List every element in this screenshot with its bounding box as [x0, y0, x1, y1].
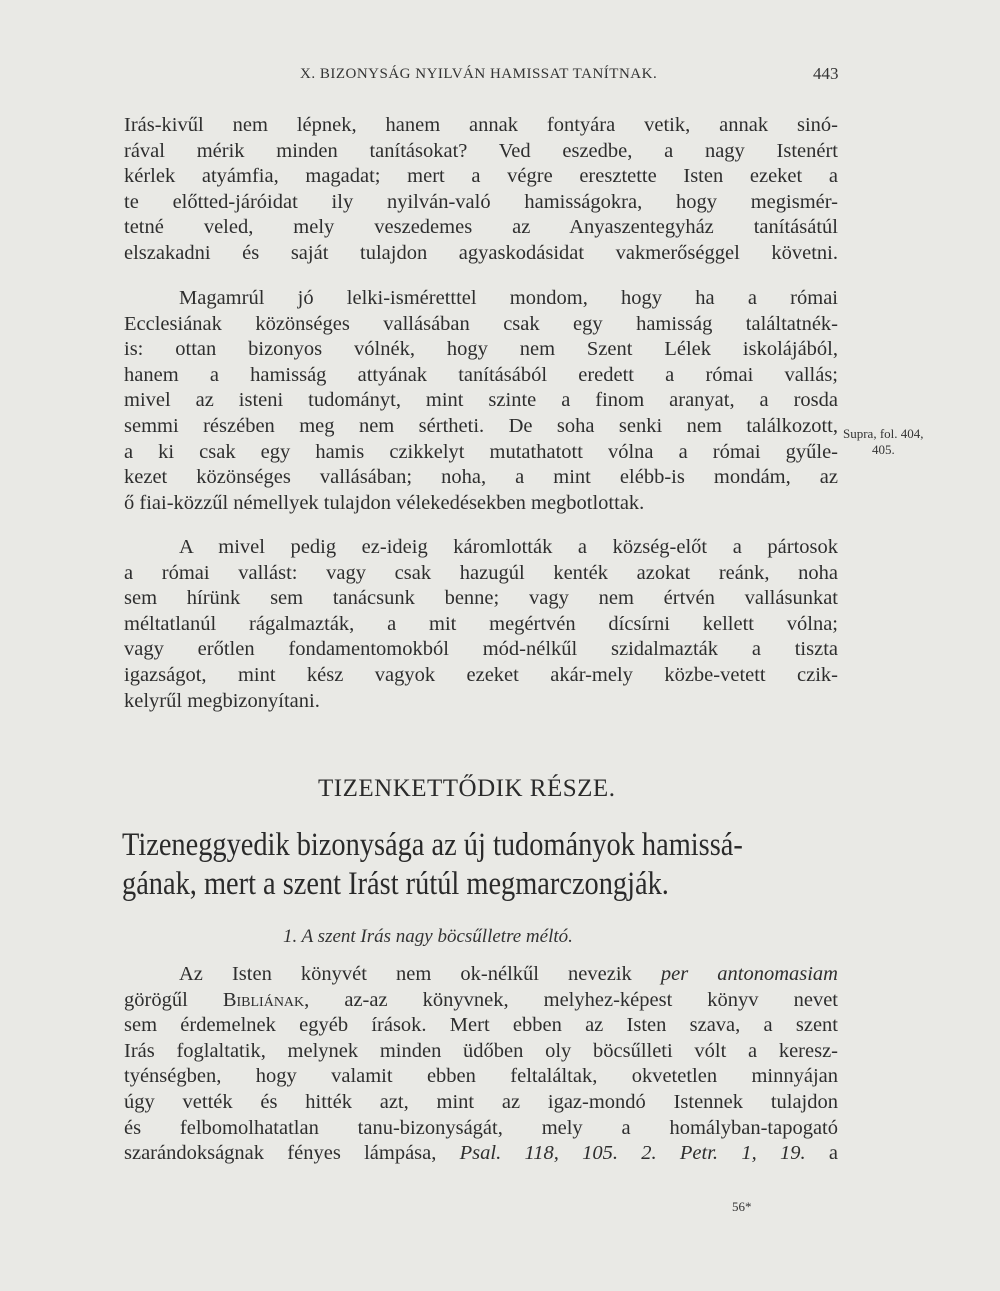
text-run: Az Isten könyvét nem ok-nélkűl nevezik — [179, 963, 661, 985]
text-line: a római vallást: vagy csak hazugúl kenték azokat reánk, noha — [124, 561, 838, 584]
text-line: tyénségben, hogy valamit ebben feltaláltak, okvetetlen minnyájan — [124, 1065, 838, 1088]
text-line — [124, 988, 838, 1014]
text-line — [124, 962, 838, 988]
margin-note: 405. — [872, 442, 895, 457]
subheading: 1. A szent Irás nagy böcsűlletre méltó. — [283, 926, 573, 947]
signature-mark: 56* — [732, 1199, 752, 1214]
text-line: tetné veled, mely veszedemes az Anyaszentegyház tanításátúl — [124, 216, 838, 239]
page-number: 443 — [813, 64, 839, 83]
text-line: Ecclesiának közönséges vallásában csak egy hamisság találtatnék- — [124, 312, 838, 335]
text-line: mivel az isteni tudományt, mint szinte a finom aranyat, a rosda — [124, 389, 838, 412]
text-line: te előtted-járóidat ily nyilván-való hamisságokra, hogy megismér- — [124, 190, 838, 213]
text-line: Irás foglaltatik, melynek minden üdőben oly böcsűlleti vólt a keresz- — [124, 1039, 838, 1062]
text-line: rával mérik minden tanításokat? Ved eszedbe, a nagy Istenért — [124, 139, 838, 162]
text-run: , az-az könyvnek, melyhez-képest könyv nevet — [304, 988, 838, 1011]
text-line: kelyrűl megbizonyítani. — [124, 689, 320, 712]
biblia-term: Bibliának — [222, 988, 305, 1011]
latin-term: per antonomasiam — [660, 963, 838, 985]
text-line: úgy vették és hitték azt, mint az igaz-mondó Istennek tulajdon — [124, 1090, 838, 1113]
text-line: Magamrúl jó lelki-isméretttel mondom, hogy ha a római — [179, 287, 838, 309]
text-line: kérlek atyámfia, magadat; mert a végre eresztette Isten ezeket a — [124, 165, 838, 188]
chapter-heading-line: gának, mert a szent Irást rútúl megmarczongják. — [122, 866, 669, 902]
text-run: a — [805, 1142, 838, 1165]
paragraph-4 — [124, 962, 838, 1167]
margin-note: Supra, fol. 404, — [843, 426, 924, 441]
paragraph-1 — [124, 113, 838, 267]
text-line: sem érdemelnek egyéb írások. Mert ebben az Isten szava, a szent — [124, 1014, 838, 1037]
text-line: a ki csak egy hamis czikkelyt mutathatott vólna a római gyűle- — [124, 440, 838, 463]
text-line: és felbomolhatatlan tanu-bizonyságát, mely a homályban-tapogató — [124, 1116, 838, 1139]
section-title: TIZENKETTŐDIK RÉSZE. — [318, 775, 616, 802]
text-line: is: ottan bizonyos vólnék, hogy nem Szent Lélek iskolájából, — [124, 338, 838, 361]
text-run: szarándokságnak fényes lámpása, — [124, 1142, 460, 1165]
text-run: görögűl — [124, 988, 223, 1011]
text-line: kezet közönséges vallásában; noha, a mint elébb-is mondám, az — [124, 466, 838, 489]
text-line: semmi részében meg nem sértheti. De soha senki nem találkozott, — [124, 414, 838, 437]
text-line: hanem a hamisság attyának tanításából eredett a római vallás; — [124, 363, 838, 386]
text-line: elszakadni és saját tulajdon agyaskodásidat vakmerőséggel követni. — [124, 241, 838, 264]
text-line: A mivel pedig ez-ideig káromlották a község-előt a pártosok — [179, 536, 838, 558]
scripture-reference: Psal. 118, 105. 2. Petr. 1, 19. — [459, 1142, 806, 1165]
text-line: Irás-kivűl nem lépnek, hanem annak fontyára vetik, annak sinó- — [124, 114, 838, 136]
chapter-heading — [122, 826, 743, 904]
chapter-heading-line: Tizeneggyedik bizonysága az új tudományok hamissá- — [122, 827, 743, 863]
paragraph-2 — [124, 286, 838, 516]
text-line: méltatlanúl rágalmazták, a mit megértvén dícsírni kellett vólna; — [124, 612, 838, 635]
text-line: igazságot, mint kész vagyok ezeket akár-mely közbe-vetett czik- — [124, 663, 838, 686]
text-line: sem hírünk sem tanácsunk benne; vagy nem értvén vallásunkat — [124, 587, 838, 610]
text-line: vagy erőtlen fondamentomokból mód-nélkűl szidalmazták a tiszta — [124, 638, 838, 661]
text-line — [124, 1141, 838, 1167]
running-head: X. BIZONYSÁG NYILVÁN HAMISSAT TANÍTNAK. — [300, 66, 658, 82]
text-line: ő fiai-közzűl némellyek tulajdon vélekedésekben megbotlottak. — [124, 491, 645, 514]
paragraph-3 — [124, 535, 838, 714]
